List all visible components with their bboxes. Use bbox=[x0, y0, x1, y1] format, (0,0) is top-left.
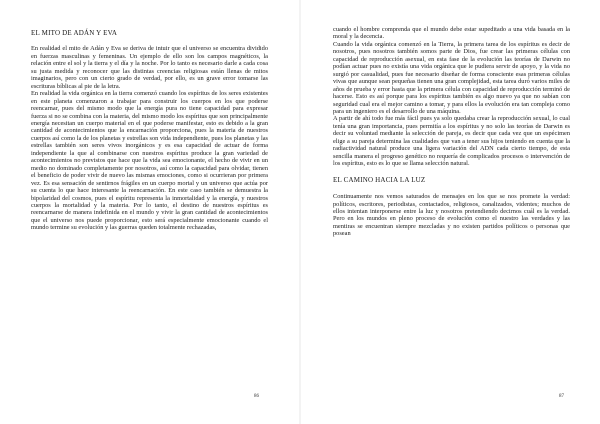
page-number: 87 bbox=[559, 394, 564, 399]
chapter-heading: EL CAMINO HACIA LA LUZ bbox=[333, 175, 426, 184]
chapter-heading: EL MITO DE ADÁN Y EVA bbox=[31, 29, 118, 37]
right-page bbox=[300, 0, 600, 424]
paragraph: En realidad la vida orgánica en la tierra comenzó cuando los espíritus de los seres existentes en este planeta comenzaron a trabajar para construir los cuerpos en los que poderse reencarnar, pues del mismo modo que la energía pura no tiene capacidad para expresar fuerza si no se combina con la materia, del mismo modo los espíritus que son principalmente energía necesitan un cuerpo material en el que poderse manifestar, esto es debido a la gran cantidad de acontecimientos que la encarnación proporciona, pues la materia de nuestros cuerpos así como la de los planetas y estrellas son vida independiente, pues los planetas y las estrellas también son seres vivos inorgánicos y es esa capacidad de actuar de forma independiente la que al combinarse con nuestros espíritus produce la gran variedad de acontecimientos no previstos que hace que la vida sea emocionante, el hecho de vivir en un medio no dominado completamente por nosotros, así como la capacidad para olvidar, tienen el beneficio de poder vivir de nuevo las mismas emociones, como si ocurrieran por primera vez. Es esa sensación de sentirnos frágiles en un cuerpo mortal y un universo que actúa por su cuenta lo que hace interesante la reencarnación. En este caso también se demuestra la bipolaridad del cosmos, pues el espíritu representa la inmortalidad y la energía, y nuestros cuerpos la mortalidad y la materia. Por lo tanto, el destino de nuestros espíritus es reencarnarse de manera indefinida en el mundo y vivir la gran cantidad de acontecimientos que el universo nos puede proporcionar, esto será especialmente emocionante cuando el mundo termine su evolución y las guerras queden totalmente rechazadas, bbox=[31, 90, 268, 232]
paragraph: Cuando la vida orgánica comenzó en la Tierra, la primera tarea de los espíritus es decir de nosotros, pues nosotros también somos parte de Dios, fue crear las primeras células con capacidad de reproducción asexual, en esta fase de la evolución las teorías de Darwin no podían actuar pues no existía una vida orgánica que le pudiera servir de apoyo, y la vida no surgió por casualidad, pues fue necesario diseñar de forma consciente esas primeras células vivas que aunque sean pequeñas tienen una gran complejidad, esta tarea duró varios miles de años de prueba y error hasta que la primera célula con capacidad de reproducción terminó de hacerse. Esto es así porque para los espíritus también es algo nuevo ya que no sabían con seguridad cual era el mejor camino a tomar, y para ellos la evolución era tan compleja como para un ingeniero es el desarrollo de una máquina. bbox=[333, 40, 570, 115]
left-text-column bbox=[31, 30, 268, 232]
paragraph: En realidad el mito de Adán y Eva se deriva de intuir que el universo se encuentra dividido en fuerzas masculinas y femeninas. Un ejemplo de ello son los campos magnéticos, la relación entre el sol y la tierra y el día y la noche. Por lo tanto es necesario darle a cada cosa su justa medida y reconocer que las distintas creencias religiosas están llenas de mitos imaginarios, pero con un cierto grado de verdad, por ello, es un grave error tomarse las escrituras bíblicas al pie de la letra. bbox=[31, 45, 268, 90]
right-text-column bbox=[333, 26, 570, 238]
paragraph: cuando el hombre comprenda que el mundo debe estar supeditado a una vida basada en la moral y la decencia. bbox=[333, 26, 570, 41]
page-number: 86 bbox=[254, 394, 259, 399]
paragraph: A partir de ahí todo fue más fácil pues ya solo quedaba crear la reproducción sexual, lo cual tenía una gran importancia, pues permitía a los espíritus y no solo las teorías de Darwin es decir su voluntad mediante la selección de pareja, es decir que cada vez que un espécimen elige a su pareja determina las cualidades que van a tener sus hijos teniendo en cuenta que la radiactividad natural produce una ligera variación del ADN cada cierto tiempo, de esta sencilla manera el progreso genético no requería de complicados procesos o intervención de los espíritus, esto es lo que se llama selección natural. bbox=[333, 115, 570, 168]
paragraph: Continuamente nos vemos saturados de mensajes en los que se nos promete la verdad: políticos, escritores, periodistas, contactados, religiosos, canalizados, videntes; muchos de ellos intentan interponerse entre la luz y nosotros pretendiendo decirnos cuál es la verdad. Pero en los mundos en pleno proceso de evolución como el nuestro las verdades y las mentiras se encuentran siempre mezcladas y no existen partidos políticos o personas que posean bbox=[333, 193, 570, 238]
